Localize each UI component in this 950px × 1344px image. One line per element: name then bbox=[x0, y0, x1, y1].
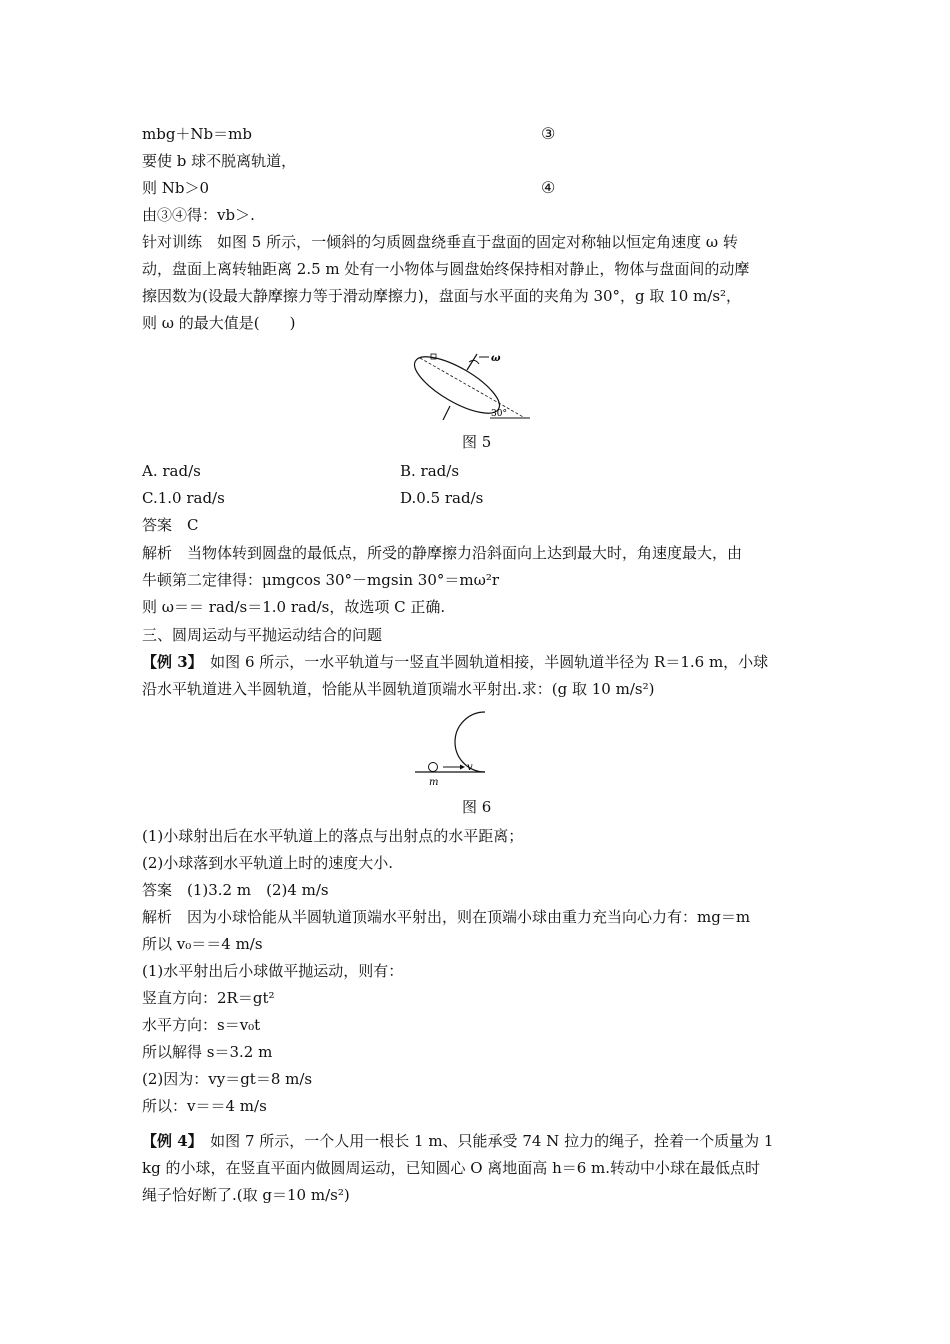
section-heading: 三、圆周运动与平抛运动结合的问题 bbox=[142, 626, 383, 644]
figure-6-caption: 图 6 bbox=[462, 798, 492, 816]
solution-line: 所以：v＝＝4 m/s bbox=[142, 1097, 267, 1115]
mass-label: m bbox=[429, 777, 439, 788]
text-line: 由③④得：vb＞. bbox=[142, 206, 255, 224]
figure-5-caption: 图 5 bbox=[462, 433, 492, 451]
solution-line: 所以 v₀＝＝4 m/s bbox=[142, 935, 263, 953]
equation-4: 则 Nb＞0 bbox=[142, 179, 210, 197]
example-3-line-2: 沿水平轨道进入半圆轨道，恰能从半圆轨道顶端水平射出.求：(g 取 10 m/s²) bbox=[142, 680, 655, 698]
equation-3: mbg＋Nb＝mb bbox=[142, 125, 252, 143]
option-d: D.0.5 rad/s bbox=[400, 489, 484, 507]
practice-answer: 答案 C bbox=[142, 516, 199, 534]
solution-line: 水平方向：s＝v₀t bbox=[142, 1016, 261, 1034]
practice-line-2: 动，盘面上离转轴距离 2.5 m 处有一小物体与圆盘始终保持相对静止，物体与盘面间的动摩 bbox=[142, 260, 750, 278]
example-4-tag: 【例 4】 bbox=[142, 1132, 196, 1150]
axis-lower bbox=[443, 406, 450, 420]
figure-5-inclined-disk bbox=[405, 348, 535, 428]
angle-label: 30° bbox=[491, 409, 507, 419]
practice-line-4: 则 ω 的最大值是( ) bbox=[142, 314, 296, 332]
example-4-line-3: 绳子恰好断了.(取 g＝10 m/s²) bbox=[142, 1186, 350, 1204]
practice-line-1: 针对训练 如图 5 所示，一倾斜的匀质圆盘绕垂直于盘面的固定对称轴以恒定角速度 ω 转 bbox=[142, 233, 738, 251]
question-2: (2)小球落到水平轨道上时的速度大小. bbox=[142, 854, 394, 872]
solution-line: 竖直方向：2R＝gt² bbox=[142, 989, 275, 1007]
equation-mark-4: ④ bbox=[541, 178, 556, 197]
solution-line: 解析 因为小球恰能从半圆轨道顶端水平射出，则在顶端小球由重力充当向心力有：mg＝m bbox=[142, 908, 751, 926]
velocity-label: v bbox=[467, 762, 473, 773]
solution-line: (2)因为：vy＝gt＝8 m/s bbox=[142, 1070, 313, 1088]
ball bbox=[429, 763, 438, 772]
example-4-text: 如图 7 所示，一个人用一根长 1 m、只能承受 74 N 拉力的绳子，拴着一个质量为 1 bbox=[195, 1132, 774, 1150]
practice-solution-2: 牛顿第二定律得：μmgcos 30°－mgsin 30°＝mω²r bbox=[142, 571, 500, 589]
text-line: 要使 b 球不脱离轨道， bbox=[142, 152, 297, 170]
example-3-tag: 【例 3】 bbox=[142, 653, 196, 671]
equation-mark-3: ③ bbox=[541, 124, 556, 143]
example-3-answer: 答案 (1)3.2 m (2)4 m/s bbox=[142, 881, 329, 899]
omega-label: ω bbox=[491, 353, 501, 364]
example-4-line-1 bbox=[142, 1131, 773, 1151]
question-1: (1)小球射出后在水平轨道上的落点与出射点的水平距离； bbox=[142, 827, 524, 845]
example-4-line-2: kg 的小球，在竖直平面内做圆周运动，已知圆心 O 离地面高 h＝6 m.转动中小球在最低点时 bbox=[142, 1159, 761, 1177]
figure-6-track bbox=[415, 710, 540, 790]
solution-line: (1)水平射出后小球做平抛运动，则有： bbox=[142, 962, 404, 980]
practice-solution-3: 则 ω＝＝ rad/s＝1.0 rad/s，故选项 C 正确. bbox=[142, 598, 446, 616]
axis-upper bbox=[467, 354, 477, 370]
example-3-text: 如图 6 所示，一水平轨道与一竖直半圆轨道相接，半圆轨道半径为 R＝1.6 m，小球 bbox=[195, 653, 769, 671]
option-b: B. rad/s bbox=[400, 462, 460, 480]
practice-line-3: 擦因数为(设最大静摩擦力等于滑动摩擦力)，盘面与水平面的夹角为 30°，g 取 10 m/s²， bbox=[142, 287, 742, 305]
option-a: A. rad/s bbox=[142, 462, 201, 480]
example-3-line-1 bbox=[142, 652, 768, 672]
practice-solution-1: 解析 当物体转到圆盘的最低点，所受的静摩擦力沿斜面向上达到最大时，角速度最大，由 bbox=[142, 544, 743, 562]
option-c: C.1.0 rad/s bbox=[142, 489, 225, 507]
solution-line: 所以解得 s＝3.2 m bbox=[142, 1043, 273, 1061]
